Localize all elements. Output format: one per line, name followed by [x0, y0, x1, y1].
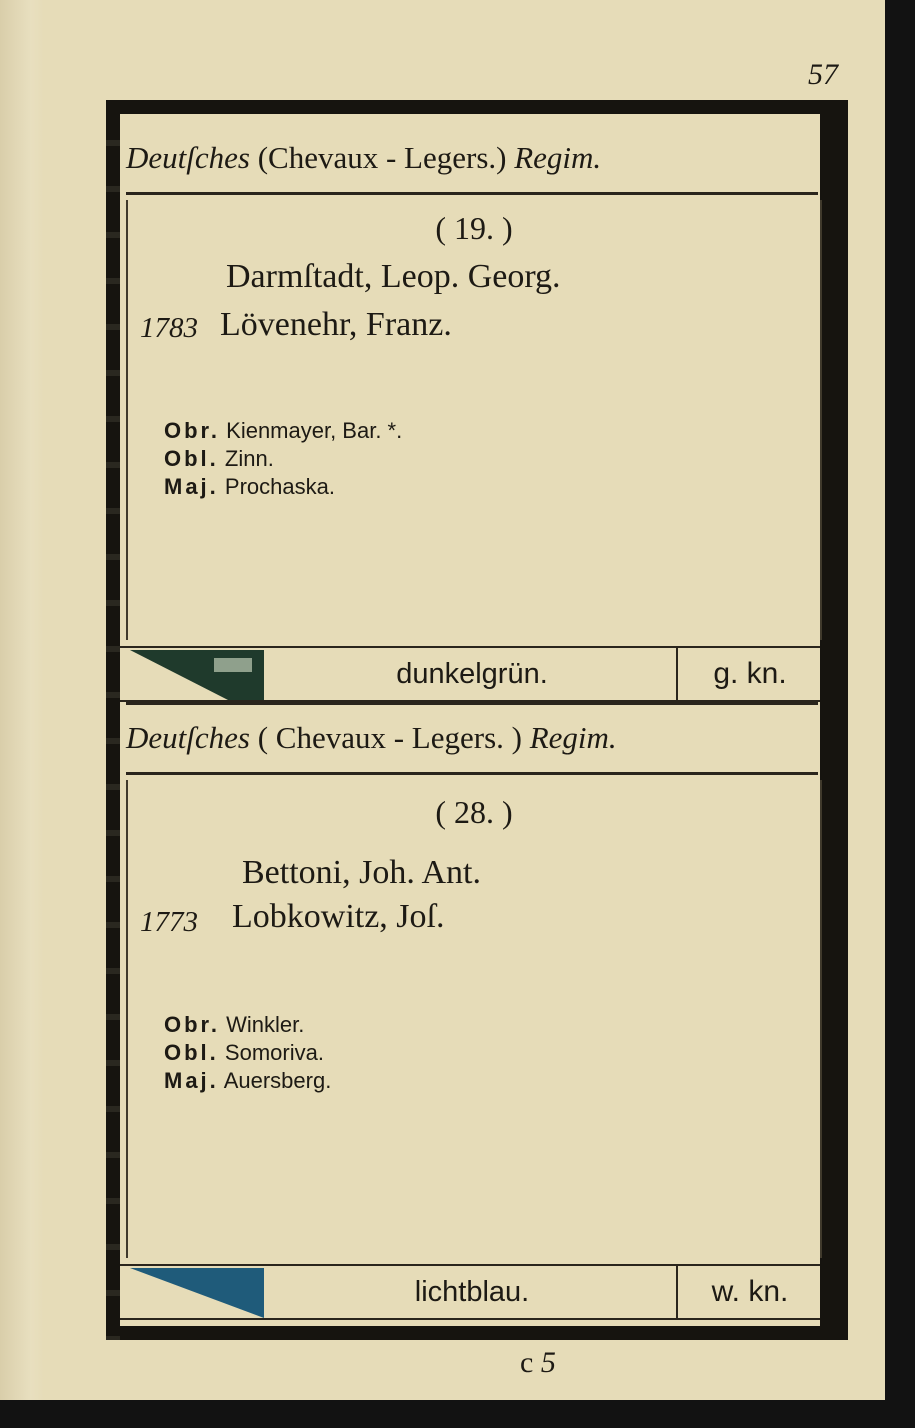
- signature-letter: c: [520, 1346, 534, 1379]
- facing-color-swatch-shape: [130, 648, 264, 700]
- officer-line: [164, 1040, 324, 1066]
- header-rule: [126, 192, 818, 195]
- regiment-header: [126, 712, 818, 764]
- page-number: 57: [808, 58, 838, 91]
- officer-name: Auersberg.: [223, 1068, 332, 1093]
- regiment-owner: Bettoni, Joh. Ant.: [242, 854, 481, 891]
- regiment-number: ( 19. ): [435, 210, 513, 246]
- officer-rank: Maj.: [164, 474, 219, 499]
- officer-name: Winkler.: [226, 1012, 305, 1037]
- officer-name: Somoriva.: [224, 1040, 324, 1065]
- header-prefix: Deutſches: [126, 720, 250, 755]
- frame-right-border: [820, 100, 848, 1340]
- commander-year: 1783: [140, 312, 198, 344]
- facing-color-swatch: [130, 648, 264, 700]
- frame-bottom-border: [106, 1326, 848, 1340]
- officer-line: [164, 1068, 331, 1094]
- regiment-owner: Darmſtadt, Leop. Georg.: [226, 258, 561, 295]
- section-divider: [126, 702, 818, 705]
- header-middle: ( Chevaux - Legers. ): [257, 720, 522, 755]
- commander-year: 1773: [140, 906, 198, 938]
- regiment-panel: [126, 780, 822, 1258]
- officer-rank: Maj.: [164, 1068, 219, 1093]
- officer-rank: Obr.: [164, 1012, 221, 1037]
- frame-left-border: [106, 100, 120, 1340]
- facing-color-name: dunkelgrün.: [396, 658, 548, 690]
- facing-color-name: lichtblau.: [414, 1276, 530, 1308]
- header-prefix: Deutſches: [126, 140, 250, 175]
- header-rule: [126, 772, 818, 775]
- facing-color-swatch: [130, 1266, 264, 1318]
- regiment-commander: Lobkowitz, Joſ.: [232, 898, 445, 935]
- regiment-number: ( 28. ): [435, 794, 513, 830]
- header-middle: (Chevaux - Legers.): [257, 140, 507, 175]
- officer-name: Zinn.: [224, 446, 274, 471]
- officer-line: [164, 446, 274, 472]
- officer-name: Kienmayer, Bar. *.: [226, 418, 403, 443]
- facing-color-row: [120, 646, 820, 702]
- signature-number: 5: [540, 1346, 556, 1379]
- officer-rank: Obr.: [164, 418, 221, 443]
- officer-name: Prochaska.: [224, 474, 335, 499]
- regiment-table-frame: [106, 100, 848, 1340]
- header-suffix: Regim.: [529, 720, 617, 755]
- regiment-panel: [126, 200, 822, 640]
- facing-color-row: [120, 1264, 820, 1320]
- facing-color-swatch-shape: [130, 1266, 264, 1318]
- page-gutter: [0, 0, 44, 1400]
- button-type: w. kn.: [676, 1266, 822, 1318]
- header-suffix: Regim.: [514, 140, 602, 175]
- signature-mark: [520, 1346, 556, 1380]
- frame-top-border: [106, 100, 848, 114]
- officer-line: [164, 1012, 304, 1038]
- regiment-commander: Lövenehr, Franz.: [220, 306, 452, 343]
- officer-rank: Obl.: [164, 1040, 219, 1065]
- officer-line: [164, 474, 335, 500]
- officer-rank: Obl.: [164, 446, 219, 471]
- button-type: g. kn.: [676, 648, 822, 700]
- officer-line: [164, 418, 402, 444]
- regiment-header: [126, 132, 818, 184]
